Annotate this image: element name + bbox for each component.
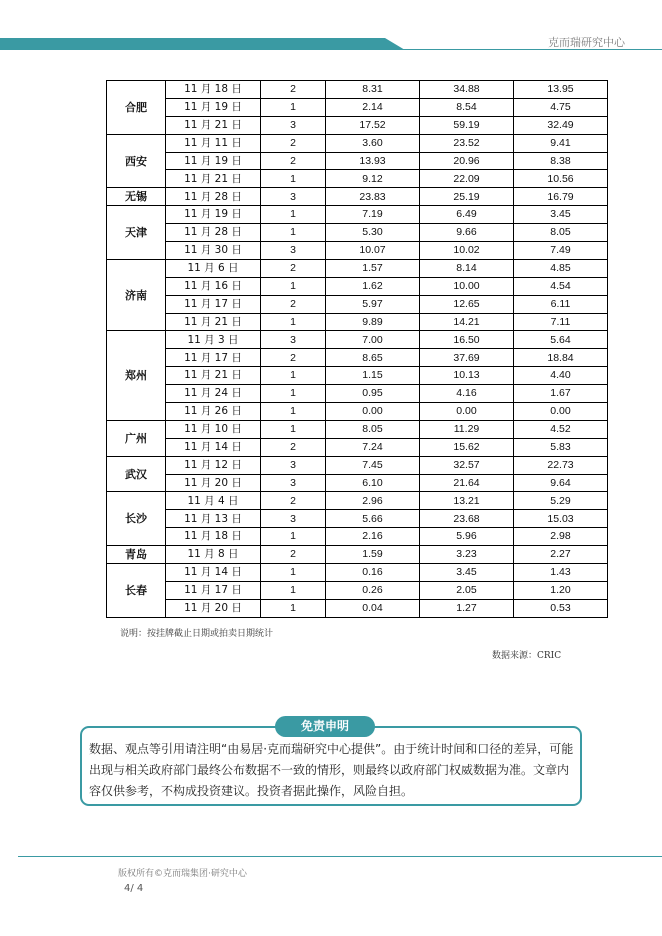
date-cell: 11 月 18 日: [166, 81, 261, 99]
disclaimer-text: 数据、观点等引用请注明“由易居·克而瑞研究中心提供”。由于统计时间和口径的差异，可能出现与相关政府部门最终公布数据不一致的情形，则最终以政府部门权威数据为准。文章内容仅供参考，不构成投资建议。投资者据此操作，风险自担。: [89, 742, 574, 798]
value-cell: 5.96: [420, 528, 514, 546]
date-cell: 11 月 17 日: [166, 581, 261, 599]
value-cell: 10.13: [420, 367, 514, 385]
value-cell: 1: [261, 277, 326, 295]
date-cell: 11 月 17 日: [166, 295, 261, 313]
date-cell: 11 月 20 日: [166, 474, 261, 492]
value-cell: 10.07: [326, 242, 420, 260]
value-cell: 0.00: [326, 403, 420, 421]
value-cell: 9.12: [326, 170, 420, 188]
date-cell: 11 月 4 日: [166, 492, 261, 510]
value-cell: 4.52: [514, 420, 608, 438]
city-cell: 合肥: [107, 81, 166, 135]
table-row: [107, 134, 608, 152]
value-cell: 0.16: [326, 564, 420, 582]
date-cell: 11 月 28 日: [166, 224, 261, 242]
value-cell: 2: [261, 81, 326, 99]
value-cell: 9.41: [514, 134, 608, 152]
value-cell: 5.83: [514, 438, 608, 456]
city-cell: 济南: [107, 259, 166, 331]
table-row: [107, 456, 608, 474]
date-cell: 11 月 12 日: [166, 456, 261, 474]
value-cell: 2: [261, 438, 326, 456]
table-row: [107, 564, 608, 582]
value-cell: 4.16: [420, 385, 514, 403]
value-cell: 7.49: [514, 242, 608, 260]
value-cell: 7.00: [326, 331, 420, 349]
table-row: [107, 510, 608, 528]
value-cell: 1: [261, 528, 326, 546]
value-cell: 13.93: [326, 152, 420, 170]
date-cell: 11 月 21 日: [166, 116, 261, 134]
value-cell: 3.60: [326, 134, 420, 152]
value-cell: 17.52: [326, 116, 420, 134]
value-cell: 3: [261, 331, 326, 349]
value-cell: 2.14: [326, 98, 420, 116]
date-cell: 11 月 8 日: [166, 546, 261, 564]
value-cell: 10.00: [420, 277, 514, 295]
value-cell: 1.59: [326, 546, 420, 564]
table-row: [107, 385, 608, 403]
date-cell: 11 月 14 日: [166, 438, 261, 456]
value-cell: 1: [261, 385, 326, 403]
value-cell: 22.09: [420, 170, 514, 188]
table-row: [107, 403, 608, 421]
city-cell: 郑州: [107, 331, 166, 420]
value-cell: 8.54: [420, 98, 514, 116]
value-cell: 13.95: [514, 81, 608, 99]
value-cell: 2.27: [514, 546, 608, 564]
value-cell: 7.24: [326, 438, 420, 456]
table-row: [107, 116, 608, 134]
disclaimer-title: 免责申明: [275, 716, 375, 737]
value-cell: 4.85: [514, 259, 608, 277]
date-cell: 11 月 19 日: [166, 152, 261, 170]
table-row: [107, 188, 608, 206]
date-cell: 11 月 28 日: [166, 188, 261, 206]
value-cell: 8.05: [326, 420, 420, 438]
value-cell: 0.04: [326, 599, 420, 617]
value-cell: 20.96: [420, 152, 514, 170]
value-cell: 1: [261, 98, 326, 116]
value-cell: 25.19: [420, 188, 514, 206]
value-cell: 9.64: [514, 474, 608, 492]
table-row: [107, 295, 608, 313]
value-cell: 4.75: [514, 98, 608, 116]
value-cell: 8.38: [514, 152, 608, 170]
value-cell: 1: [261, 581, 326, 599]
value-cell: 1.20: [514, 581, 608, 599]
value-cell: 1: [261, 313, 326, 331]
value-cell: 2: [261, 349, 326, 367]
date-cell: 11 月 20 日: [166, 599, 261, 617]
value-cell: 1: [261, 224, 326, 242]
value-cell: 2: [261, 259, 326, 277]
value-cell: 5.30: [326, 224, 420, 242]
date-cell: 11 月 21 日: [166, 313, 261, 331]
value-cell: 3.45: [514, 206, 608, 224]
value-cell: 2: [261, 152, 326, 170]
value-cell: 2.98: [514, 528, 608, 546]
city-cell: 西安: [107, 134, 166, 188]
table-row: [107, 599, 608, 617]
table-row: [107, 367, 608, 385]
city-cell: 长沙: [107, 492, 166, 546]
value-cell: 8.31: [326, 81, 420, 99]
value-cell: 8.14: [420, 259, 514, 277]
table-row: [107, 259, 608, 277]
land-transaction-table: [106, 80, 608, 618]
value-cell: 7.45: [326, 456, 420, 474]
value-cell: 12.65: [420, 295, 514, 313]
date-cell: 11 月 3 日: [166, 331, 261, 349]
date-cell: 11 月 19 日: [166, 206, 261, 224]
date-cell: 11 月 16 日: [166, 277, 261, 295]
value-cell: 2: [261, 134, 326, 152]
value-cell: 37.69: [420, 349, 514, 367]
value-cell: 2.96: [326, 492, 420, 510]
table-row: [107, 277, 608, 295]
value-cell: 32.49: [514, 116, 608, 134]
table-row: [107, 528, 608, 546]
value-cell: 23.52: [420, 134, 514, 152]
value-cell: 1.15: [326, 367, 420, 385]
city-cell: 武汉: [107, 456, 166, 492]
page-number: 4/ 4: [124, 883, 144, 894]
date-cell: 11 月 30 日: [166, 242, 261, 260]
value-cell: 3: [261, 188, 326, 206]
value-cell: 7.19: [326, 206, 420, 224]
date-cell: 11 月 26 日: [166, 403, 261, 421]
date-cell: 11 月 10 日: [166, 420, 261, 438]
value-cell: 18.84: [514, 349, 608, 367]
date-cell: 11 月 24 日: [166, 385, 261, 403]
value-cell: 3.23: [420, 546, 514, 564]
city-cell: 天津: [107, 206, 166, 260]
value-cell: 0.53: [514, 599, 608, 617]
value-cell: 5.66: [326, 510, 420, 528]
date-cell: 11 月 18 日: [166, 528, 261, 546]
value-cell: 16.50: [420, 331, 514, 349]
value-cell: 3: [261, 116, 326, 134]
table-row: [107, 581, 608, 599]
data-source: 数据来源：CRIC: [492, 651, 562, 661]
value-cell: 1: [261, 206, 326, 224]
value-cell: 14.21: [420, 313, 514, 331]
city-cell: 无锡: [107, 188, 166, 206]
value-cell: 16.79: [514, 188, 608, 206]
value-cell: 1: [261, 367, 326, 385]
table-row: [107, 546, 608, 564]
value-cell: 8.65: [326, 349, 420, 367]
date-cell: 11 月 14 日: [166, 564, 261, 582]
value-cell: 2: [261, 492, 326, 510]
city-cell: 长春: [107, 564, 166, 618]
value-cell: 1: [261, 564, 326, 582]
value-cell: 3: [261, 510, 326, 528]
value-cell: 11.29: [420, 420, 514, 438]
value-cell: 4.40: [514, 367, 608, 385]
header-title: 克而瑞研究中心: [548, 36, 625, 49]
table-row: [107, 242, 608, 260]
value-cell: 6.10: [326, 474, 420, 492]
value-cell: 23.68: [420, 510, 514, 528]
value-cell: 34.88: [420, 81, 514, 99]
city-cell: 青岛: [107, 546, 166, 564]
table-row: [107, 98, 608, 116]
value-cell: 0.95: [326, 385, 420, 403]
value-cell: 2: [261, 295, 326, 313]
value-cell: 1: [261, 403, 326, 421]
date-cell: 11 月 21 日: [166, 170, 261, 188]
value-cell: 5.97: [326, 295, 420, 313]
date-cell: 11 月 19 日: [166, 98, 261, 116]
value-cell: 2: [261, 546, 326, 564]
value-cell: 3: [261, 242, 326, 260]
footer-divider: [18, 856, 662, 857]
date-cell: 11 月 6 日: [166, 259, 261, 277]
date-cell: 11 月 13 日: [166, 510, 261, 528]
value-cell: 3: [261, 474, 326, 492]
value-cell: 0.26: [326, 581, 420, 599]
value-cell: 10.56: [514, 170, 608, 188]
value-cell: 7.11: [514, 313, 608, 331]
value-cell: 9.89: [326, 313, 420, 331]
value-cell: 10.02: [420, 242, 514, 260]
value-cell: 5.64: [514, 331, 608, 349]
value-cell: 2.05: [420, 581, 514, 599]
value-cell: 23.83: [326, 188, 420, 206]
table-row: [107, 81, 608, 99]
table-row: [107, 420, 608, 438]
value-cell: 0.00: [420, 403, 514, 421]
value-cell: 15.62: [420, 438, 514, 456]
value-cell: 0.00: [514, 403, 608, 421]
table-note: 说明：按挂牌截止日期或拍卖日期统计: [120, 629, 274, 639]
table-row: [107, 438, 608, 456]
city-cell: 广州: [107, 420, 166, 456]
value-cell: 5.29: [514, 492, 608, 510]
value-cell: 21.64: [420, 474, 514, 492]
table-row: [107, 152, 608, 170]
value-cell: 32.57: [420, 456, 514, 474]
value-cell: 59.19: [420, 116, 514, 134]
value-cell: 1.62: [326, 277, 420, 295]
footer-copyright: 版权所有©克而瑞集团·研究中心: [118, 869, 247, 879]
date-cell: 11 月 17 日: [166, 349, 261, 367]
table-row: [107, 474, 608, 492]
value-cell: 1.67: [514, 385, 608, 403]
table-row: [107, 492, 608, 510]
value-cell: 15.03: [514, 510, 608, 528]
value-cell: 13.21: [420, 492, 514, 510]
value-cell: 3.45: [420, 564, 514, 582]
table-row: [107, 349, 608, 367]
value-cell: 1.27: [420, 599, 514, 617]
table-row: [107, 224, 608, 242]
value-cell: 1: [261, 599, 326, 617]
value-cell: 6.11: [514, 295, 608, 313]
value-cell: 1: [261, 170, 326, 188]
value-cell: 8.05: [514, 224, 608, 242]
table-row: [107, 170, 608, 188]
value-cell: 4.54: [514, 277, 608, 295]
value-cell: 2.16: [326, 528, 420, 546]
table-row: [107, 206, 608, 224]
value-cell: 1.57: [326, 259, 420, 277]
value-cell: 3: [261, 456, 326, 474]
table-row: [107, 331, 608, 349]
value-cell: 22.73: [514, 456, 608, 474]
value-cell: 1: [261, 420, 326, 438]
date-cell: 11 月 11 日: [166, 134, 261, 152]
value-cell: 6.49: [420, 206, 514, 224]
value-cell: 9.66: [420, 224, 514, 242]
value-cell: 1.43: [514, 564, 608, 582]
table-row: [107, 313, 608, 331]
date-cell: 11 月 21 日: [166, 367, 261, 385]
